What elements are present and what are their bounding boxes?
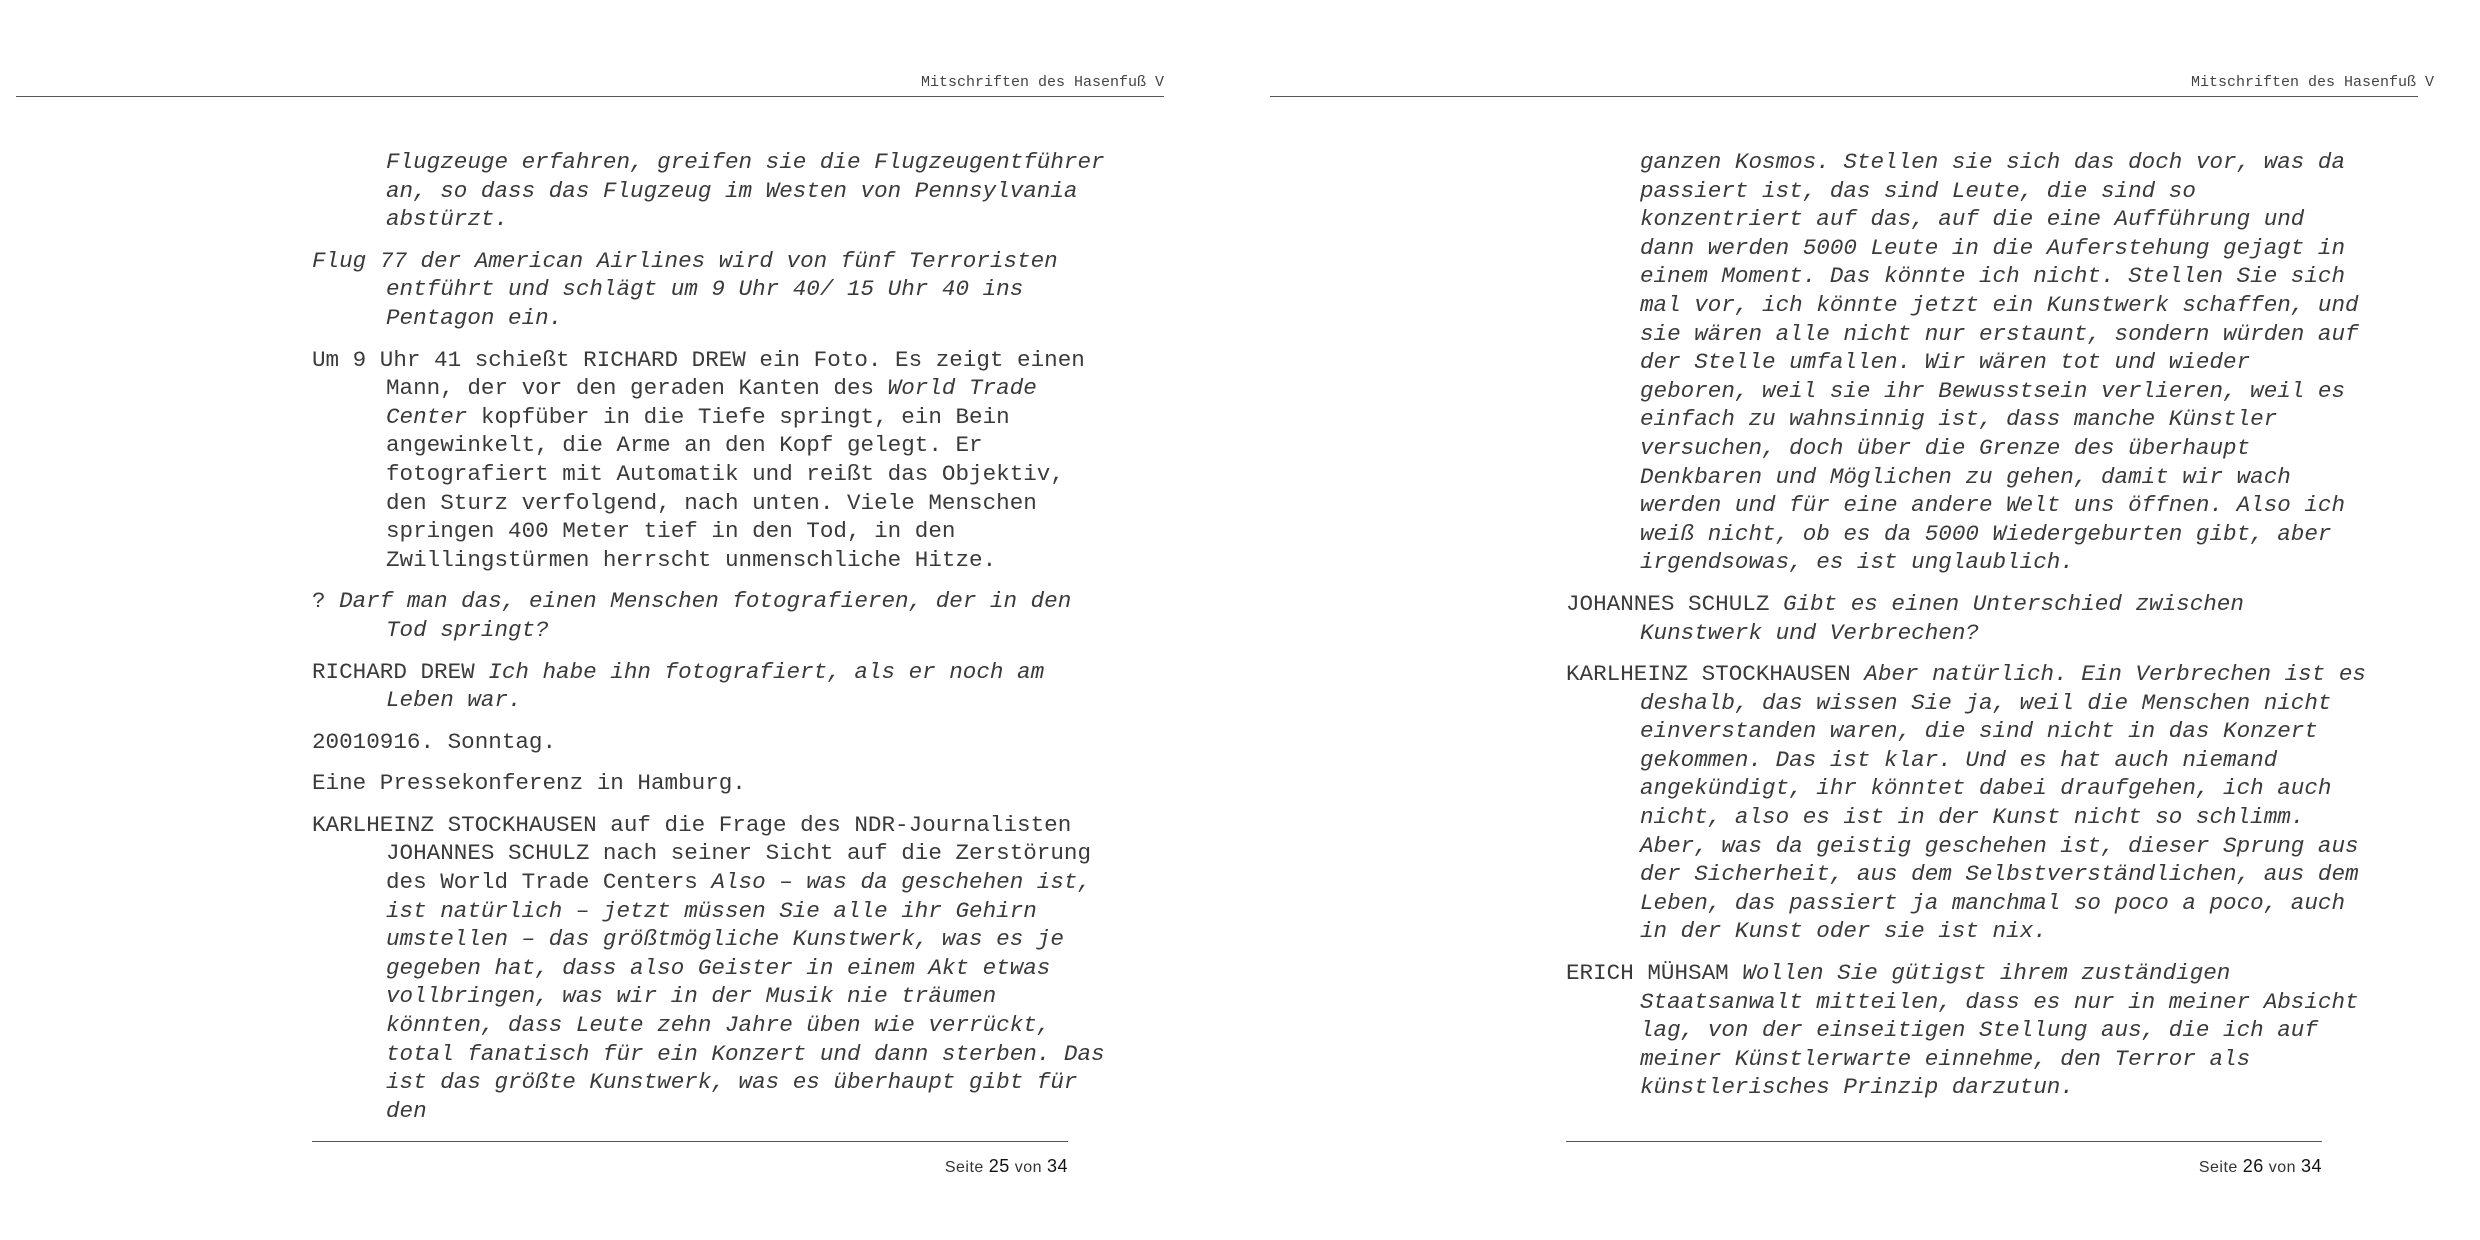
- paragraph: [312, 811, 1112, 1126]
- page-total: 34: [2300, 1156, 2322, 1176]
- text-run: RICHARD DREW: [312, 658, 489, 685]
- text-run: KARLHEINZ STOCKHAUSEN auf die Frage des NDR-Journalisten JOHANNES SCHULZ nach seiner Sicht auf die Zerstörung des World Trade Centers: [312, 811, 1092, 896]
- header-rule: [16, 96, 1164, 97]
- italic-run: Also – was da geschehen ist, ist natürlich – jetzt müssen Sie alle ihr Gehirn umstellen – das größtmögliche Kunstwerk, was es je gegeben hat, dass also Geister in einem Akt etwas vollbringen, was wir in der Musik nie träumen könnten, dass Leute zehn Jahre üben wie verrückt, total fanatisch für ein Konzert und dann sterben. Das ist das größte Kunstwerk, was es überhaupt gibt für den: [386, 869, 1105, 1124]
- paragraph: [312, 728, 1112, 757]
- footer-prefix: Seite: [2198, 1159, 2238, 1176]
- italic-run: ganzen Kosmos. Stellen sie sich das doch vor, was da passiert ist, das sind Leute, die sind so konzentriert auf das, auf die eine Aufführung und dann werden 5000 Leute in die Auferstehung gejagt in einem Moment. Das könnte ich nicht. Stellen Sie sich mal vor, ich könnte jetzt ein Kunstwerk schaffen, und sie wären alle nicht nur erstaunt, sondern würden auf der Stelle umfallen. Wir wären tot und wieder geboren, weil sie ihr Bewusstsein verlieren, weil es einfach zu wahnsinnig ist, dass manche Künstler versuchen, doch über die Grenze des überhaupt Denkbaren und Möglichen zu gehen, damit wir wach werden und für eine andere Welt uns öffnen. Also ich weiß nicht, ob es da 5000 Wiedergeburten gibt, aber irgendsowas, es ist unglaublich.: [1640, 149, 2359, 576]
- page-number: 25: [988, 1156, 1010, 1176]
- italic-run: World Trade Center: [386, 375, 1037, 430]
- paragraph: [312, 658, 1112, 715]
- paragraph: [1566, 959, 2366, 1102]
- paragraph: [1566, 148, 2366, 577]
- paragraph: [312, 587, 1112, 644]
- italic-run: Ich habe ihn fotografiert, als er noch am Leben war.: [386, 658, 1045, 714]
- footer-middle: von: [1014, 1159, 1043, 1176]
- paragraph: [312, 247, 1112, 333]
- paragraph: [1566, 660, 2366, 946]
- page-total: 34: [1046, 1156, 1068, 1176]
- page-number: 26: [2242, 1156, 2264, 1176]
- text-run: ERICH MÜHSAM: [1566, 960, 1743, 987]
- italic-run: Aber natürlich. Ein Verbrechen ist es deshalb, das wissen Sie ja, weil die Menschen nicht einverstanden waren, die sind nicht in das Konzert gekommen. Das ist klar. Und es hat auch niemand angekündigt, ihr könntet dabei draufgehen, ich auch nicht, also es ist in der Kunst nicht so schlimm. Aber, was da geistig geschehen ist, dieser Sprung aus der Sicherheit, aus dem Selbstverständlichen, aus dem Leben, das passiert ja manchmal so poco a poco, auch in der Kunst oder sie ist nix.: [1640, 661, 2366, 945]
- page-footer: [2199, 1156, 2322, 1177]
- paragraph: [1566, 590, 2366, 647]
- paragraph: [312, 148, 1112, 234]
- paragraph: [312, 769, 1112, 798]
- header-rule: [1270, 96, 2418, 97]
- footer-prefix: Seite: [944, 1159, 984, 1176]
- footer-middle: von: [2268, 1159, 2297, 1176]
- paragraph: [312, 346, 1112, 575]
- text-run: KARLHEINZ STOCKHAUSEN: [1566, 661, 1865, 688]
- right-page: [1254, 0, 2480, 1240]
- footer-rule: [312, 1141, 1068, 1142]
- running-head: Mitschriften des Hasenfuß V: [920, 74, 1164, 91]
- italic-run: Flug 77 der American Airlines wird von fünf Terroristen entführt und schlägt um 9 Uhr 40/ 15 Uhr 40 ins Pentagon ein.: [312, 247, 1058, 331]
- page-body: [312, 148, 1112, 1138]
- footer-rule: [1566, 1141, 2322, 1142]
- italic-run: Flugzeuge erfahren, greifen sie die Flugzeugentführer an, so dass das Flugzeug im Westen von Pennsylvania abstürzt.: [386, 149, 1105, 233]
- text-run: Um 9 Uhr 41 schießt RICHARD DREW ein Foto. Es zeigt einen Mann, der vor den geraden Kanten des: [312, 346, 1085, 402]
- text-run: kopfüber in die Tiefe springt, ein Bein angewinkelt, die Arme an den Kopf gelegt. Er fotografiert mit Automatik und reißt das Objektiv, den Sturz verfolgend, nach unten. Viele Menschen springen 400 Meter tief in den Tod, in den Zwillingstürmen herrscht unmenschliche Hitze.: [386, 403, 1064, 573]
- text-run: JOHANNES SCHULZ: [1566, 590, 1783, 617]
- page-body: [1566, 148, 2366, 1115]
- text-run: ?: [312, 588, 340, 615]
- italic-run: Darf man das, einen Menschen fotografieren, der in den Tod springt?: [339, 588, 1072, 643]
- running-head: Mitschriften des Hasenfuß V: [2190, 74, 2434, 91]
- italic-run: Wollen Sie gütigst ihrem zuständigen Staatsanwalt mitteilen, dass es nur in meiner Absicht lag, von der einseitigen Stellung aus, die ich auf meiner Künstlerwarte einnehme, den Terror als künstlerisches Prinzip darzutun.: [1640, 960, 2359, 1101]
- page-footer: [945, 1156, 1068, 1177]
- text-run: 20010916. Sonntag.: [312, 728, 557, 755]
- italic-run: Gibt es einen Unterschied zwischen Kunstwerk und Verbrechen?: [1640, 590, 2244, 646]
- text-run: Eine Pressekonferenz in Hamburg.: [312, 770, 746, 797]
